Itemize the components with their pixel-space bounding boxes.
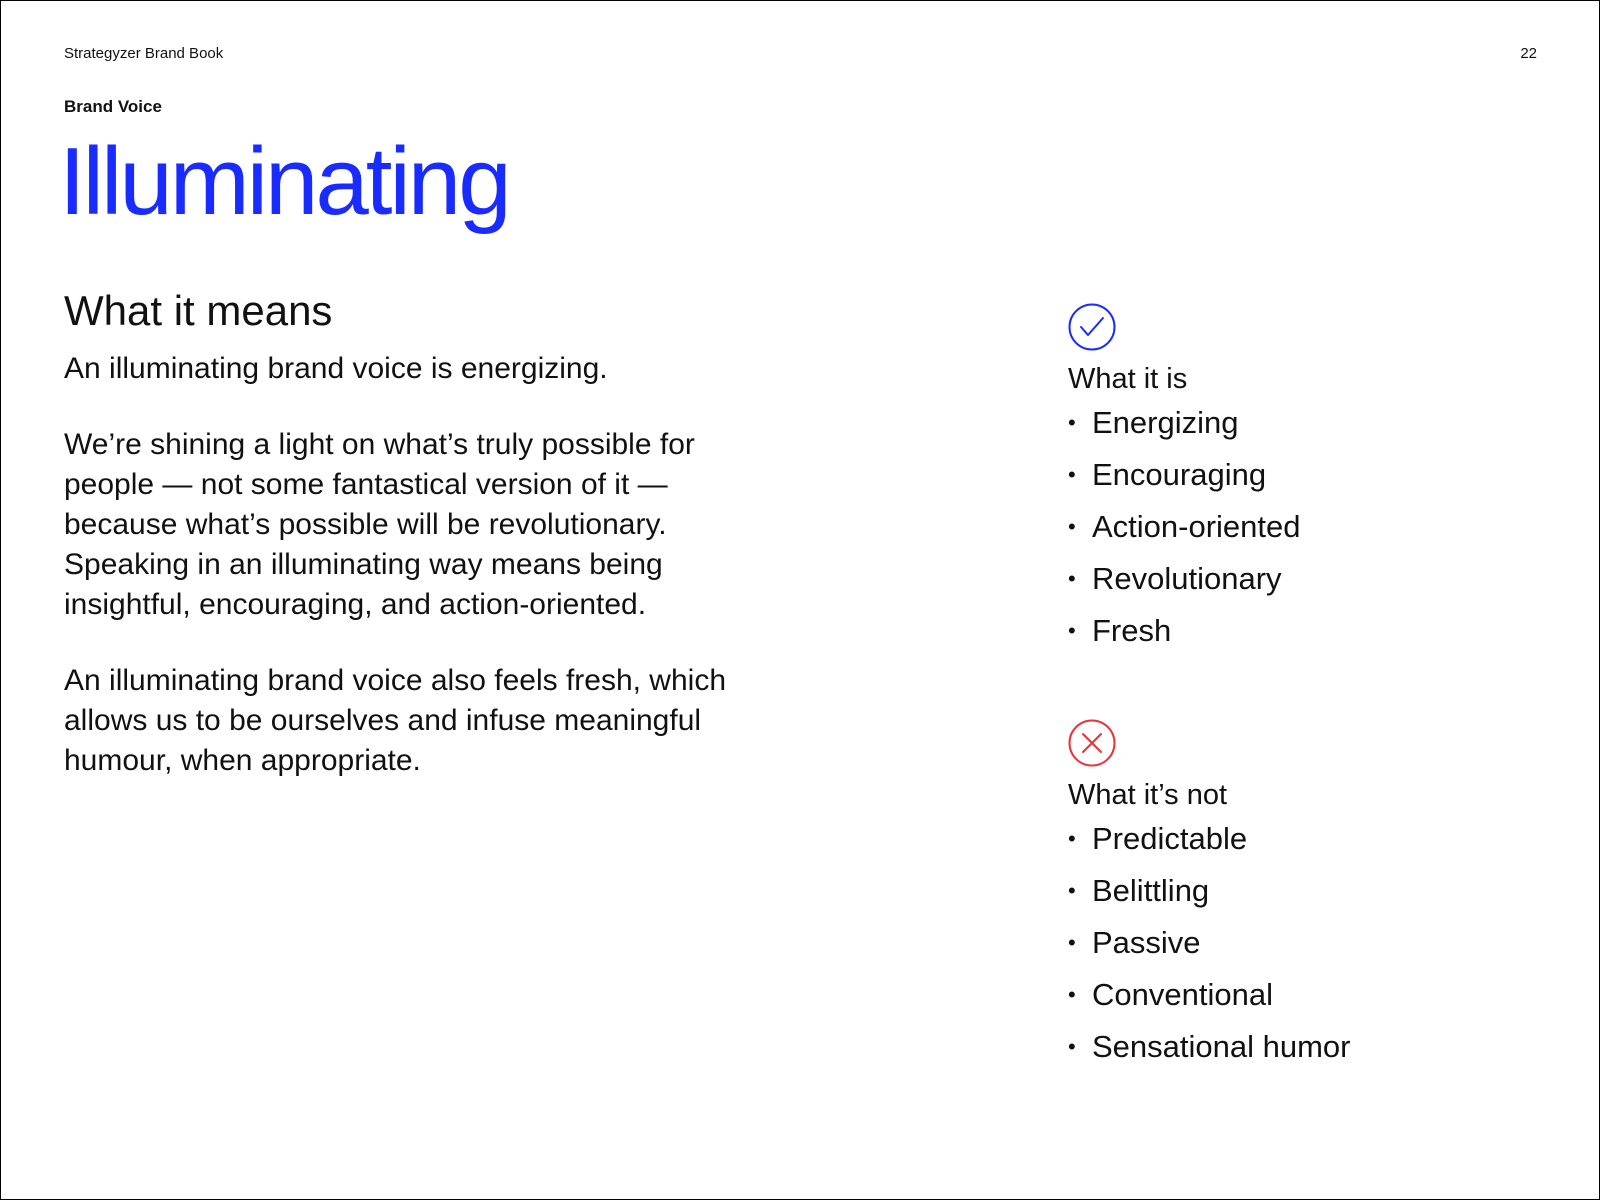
bullet: • — [1068, 1034, 1076, 1059]
bullet: • — [1068, 878, 1076, 903]
list-item — [1068, 501, 1548, 553]
bullet: • — [1068, 462, 1076, 487]
list-item — [1068, 449, 1548, 501]
trait-label: Action-oriented — [1092, 509, 1301, 544]
bullet: • — [1068, 930, 1076, 955]
bullet: • — [1068, 566, 1076, 591]
page-title: Illuminating — [59, 128, 509, 235]
what-it-is-list — [1068, 397, 1548, 657]
list-item — [1068, 605, 1548, 657]
list-item — [1068, 813, 1548, 865]
list-item — [1068, 969, 1548, 1021]
body-paragraph-2: An illuminating brand voice also feels fresh, which allows us to be ourselves and infuse meaningful humour, when appropriate. — [64, 664, 727, 777]
list-item — [1068, 1021, 1548, 1073]
trait-label: Encouraging — [1092, 457, 1267, 492]
bullet: • — [1068, 982, 1076, 1007]
body-paragraph-1: We’re shining a light on what’s truly possible for people — not some fantastical version of it — because what’s possible will be revolutionary. Speaking in an illuminating way means being insightful, encouraging, and action-oriented. — [64, 428, 695, 621]
what-its-not-block — [1068, 719, 1548, 1073]
lead-sentence: An illuminating brand voice is energizing. — [64, 352, 608, 385]
list-item — [1068, 553, 1548, 605]
trait-label: Belittling — [1092, 873, 1210, 908]
check-circle-icon — [1068, 303, 1116, 351]
what-it-is-block — [1068, 303, 1548, 657]
bullet: • — [1068, 514, 1076, 539]
list-item — [1068, 865, 1548, 917]
trait-label: Energizing — [1092, 405, 1239, 440]
what-it-is-heading: What it is — [1068, 363, 1188, 395]
book-title: Strategyzer Brand Book — [64, 45, 224, 62]
list-item — [1068, 917, 1548, 969]
section-label: Brand Voice — [64, 97, 162, 116]
trait-label: Passive — [1092, 925, 1201, 960]
bullet: • — [1068, 410, 1076, 435]
bullet: • — [1068, 618, 1076, 643]
x-circle-icon — [1068, 719, 1116, 767]
trait-label: Conventional — [1092, 977, 1273, 1012]
list-item — [1068, 397, 1548, 449]
trait-label: Revolutionary — [1092, 561, 1282, 596]
trait-label: Sensational humor — [1092, 1029, 1351, 1064]
what-it-means-heading: What it means — [64, 287, 333, 334]
bullet: • — [1068, 826, 1076, 851]
what-it-means-column — [64, 285, 784, 817]
what-its-not-heading: What it’s not — [1068, 779, 1228, 811]
what-its-not-list — [1068, 813, 1548, 1073]
trait-label: Fresh — [1092, 613, 1172, 648]
trait-label: Predictable — [1092, 821, 1248, 856]
page-number: 22 — [1520, 45, 1537, 62]
